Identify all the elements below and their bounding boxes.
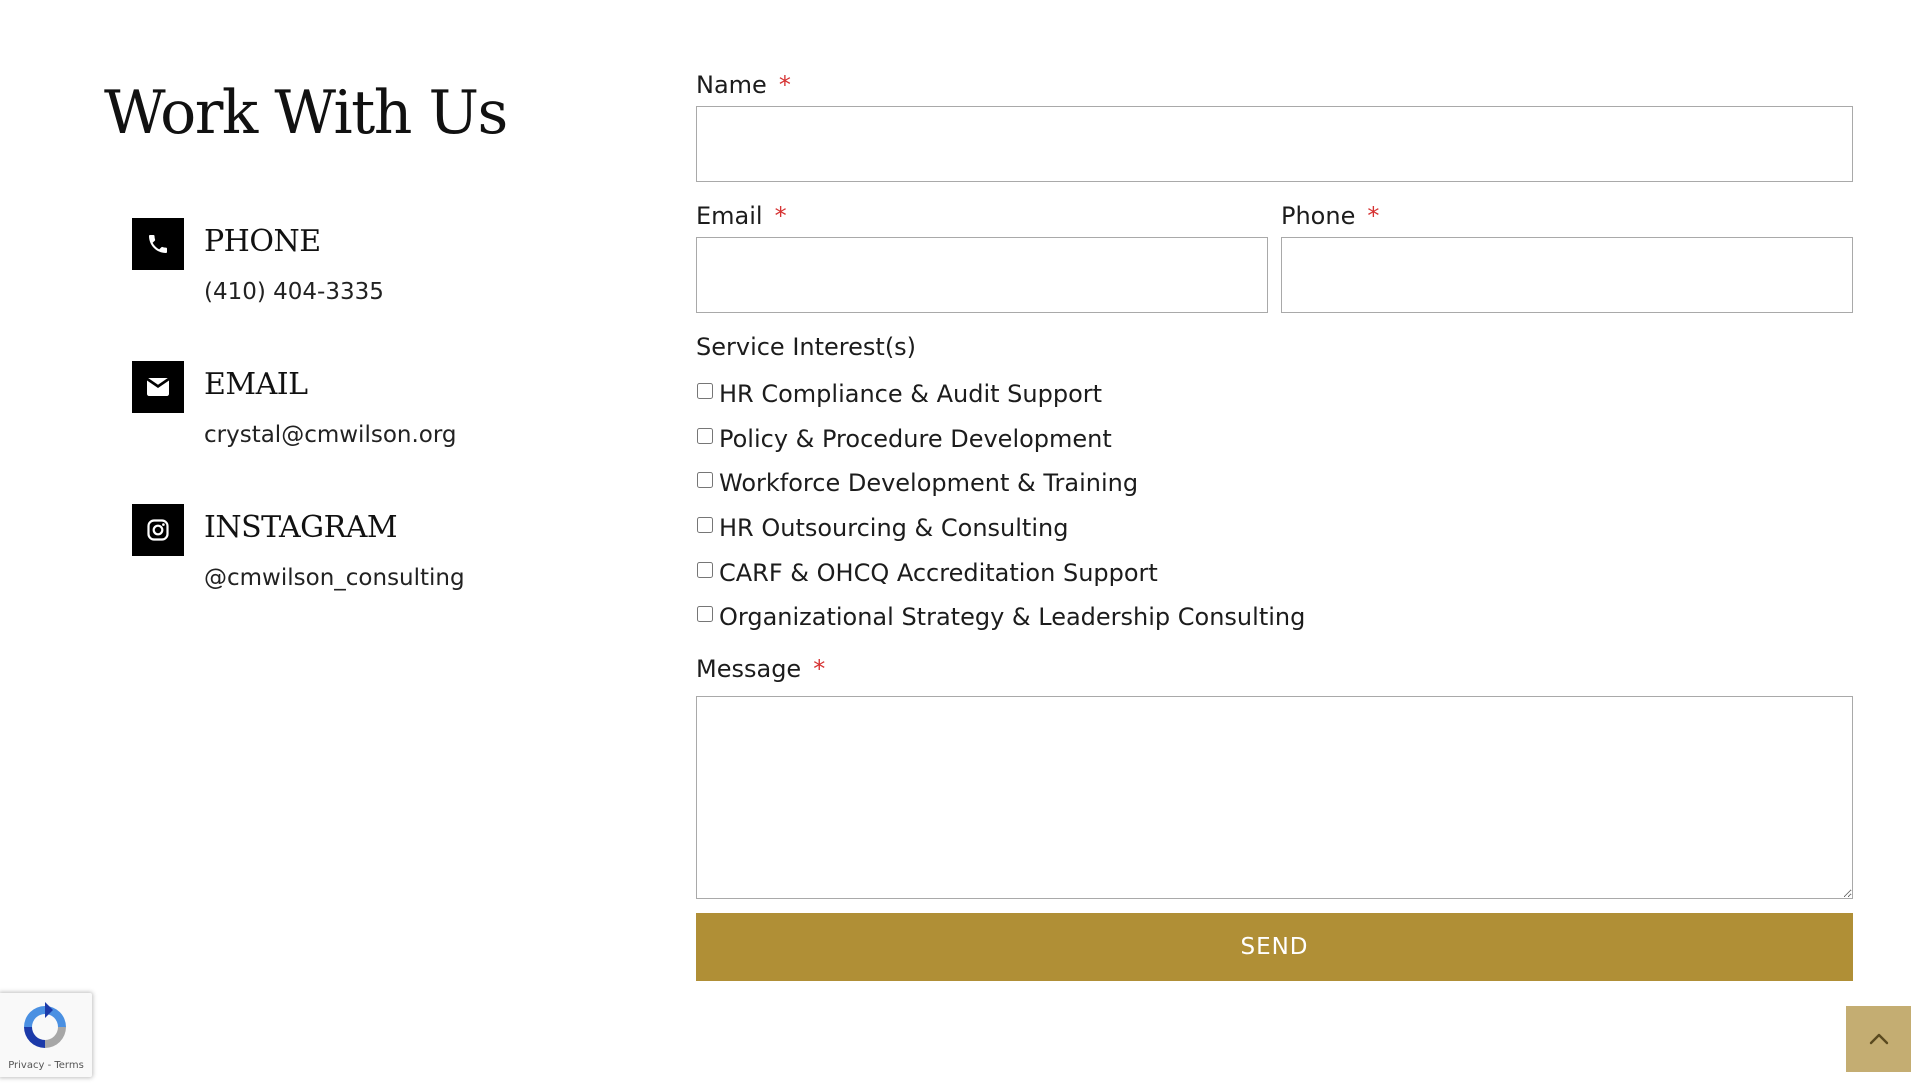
contact-email xyxy=(132,361,552,451)
services-list xyxy=(696,372,1596,640)
name-label xyxy=(696,70,1853,100)
recaptcha-icon xyxy=(20,1002,70,1056)
service-option-policy[interactable] xyxy=(696,417,1596,462)
phone-label xyxy=(1281,201,1853,231)
name-field-group xyxy=(696,70,1853,182)
service-option-accreditation[interactable] xyxy=(696,550,1596,595)
phone-value[interactable]: (410) 404-3335 xyxy=(204,279,384,305)
name-label-text: Name xyxy=(696,71,767,99)
email-label xyxy=(696,201,1268,231)
page-title: Work With Us xyxy=(104,78,507,148)
message-textarea[interactable] xyxy=(696,696,1853,899)
service-option-label: Workforce Development & Training xyxy=(719,469,1139,498)
phone-input[interactable] xyxy=(1281,237,1853,313)
service-checkbox[interactable] xyxy=(697,472,713,488)
services-label: Service Interest(s) xyxy=(696,333,917,361)
service-option-outsourcing[interactable] xyxy=(696,506,1596,551)
service-option-label: Organizational Strategy & Leadership Consulting xyxy=(719,603,1306,632)
required-mark: * xyxy=(1367,202,1380,230)
phone-heading: PHONE xyxy=(204,224,321,259)
email-label-text: Email xyxy=(696,202,763,230)
message-label xyxy=(696,654,825,684)
required-mark: * xyxy=(813,655,826,683)
send-button[interactable]: SEND xyxy=(696,913,1853,981)
phone-icon xyxy=(132,218,184,270)
service-option-label: HR Compliance & Audit Support xyxy=(719,380,1103,409)
contact-form xyxy=(696,70,1853,960)
message-label-text: Message xyxy=(696,655,802,683)
contact-phone xyxy=(132,218,552,308)
service-option-workforce[interactable] xyxy=(696,461,1596,506)
service-option-label: CARF & OHCQ Accreditation Support xyxy=(719,558,1158,587)
chevron-up-icon xyxy=(1869,1033,1889,1045)
phone-label-text: Phone xyxy=(1281,202,1356,230)
instagram-heading: INSTAGRAM xyxy=(204,510,398,545)
recaptcha-badge[interactable] xyxy=(0,993,92,1077)
service-option-label: Policy & Procedure Development xyxy=(719,424,1112,453)
email-heading: EMAIL xyxy=(204,367,308,402)
name-input[interactable] xyxy=(696,106,1853,182)
service-checkbox[interactable] xyxy=(697,517,713,533)
email-value[interactable]: crystal@cmwilson.org xyxy=(204,422,457,448)
contact-instagram xyxy=(132,504,552,594)
service-checkbox[interactable] xyxy=(697,562,713,578)
service-option-label: HR Outsourcing & Consulting xyxy=(719,514,1069,543)
service-option-hr-compliance[interactable] xyxy=(696,372,1596,417)
email-phone-row xyxy=(696,201,1853,311)
email-field-group xyxy=(696,201,1268,313)
service-checkbox[interactable] xyxy=(697,383,713,399)
phone-field-group xyxy=(1281,201,1853,313)
service-option-strategy[interactable] xyxy=(696,595,1596,640)
email-input[interactable] xyxy=(696,237,1268,313)
service-checkbox[interactable] xyxy=(697,606,713,622)
back-to-top-button[interactable] xyxy=(1846,1006,1911,1072)
instagram-value[interactable]: @cmwilson_consulting xyxy=(204,565,465,591)
service-checkbox[interactable] xyxy=(697,428,713,444)
envelope-icon xyxy=(132,361,184,413)
instagram-icon xyxy=(132,504,184,556)
recaptcha-links[interactable]: Privacy - Terms xyxy=(8,1060,84,1071)
required-mark: * xyxy=(778,71,791,99)
required-mark: * xyxy=(774,202,787,230)
